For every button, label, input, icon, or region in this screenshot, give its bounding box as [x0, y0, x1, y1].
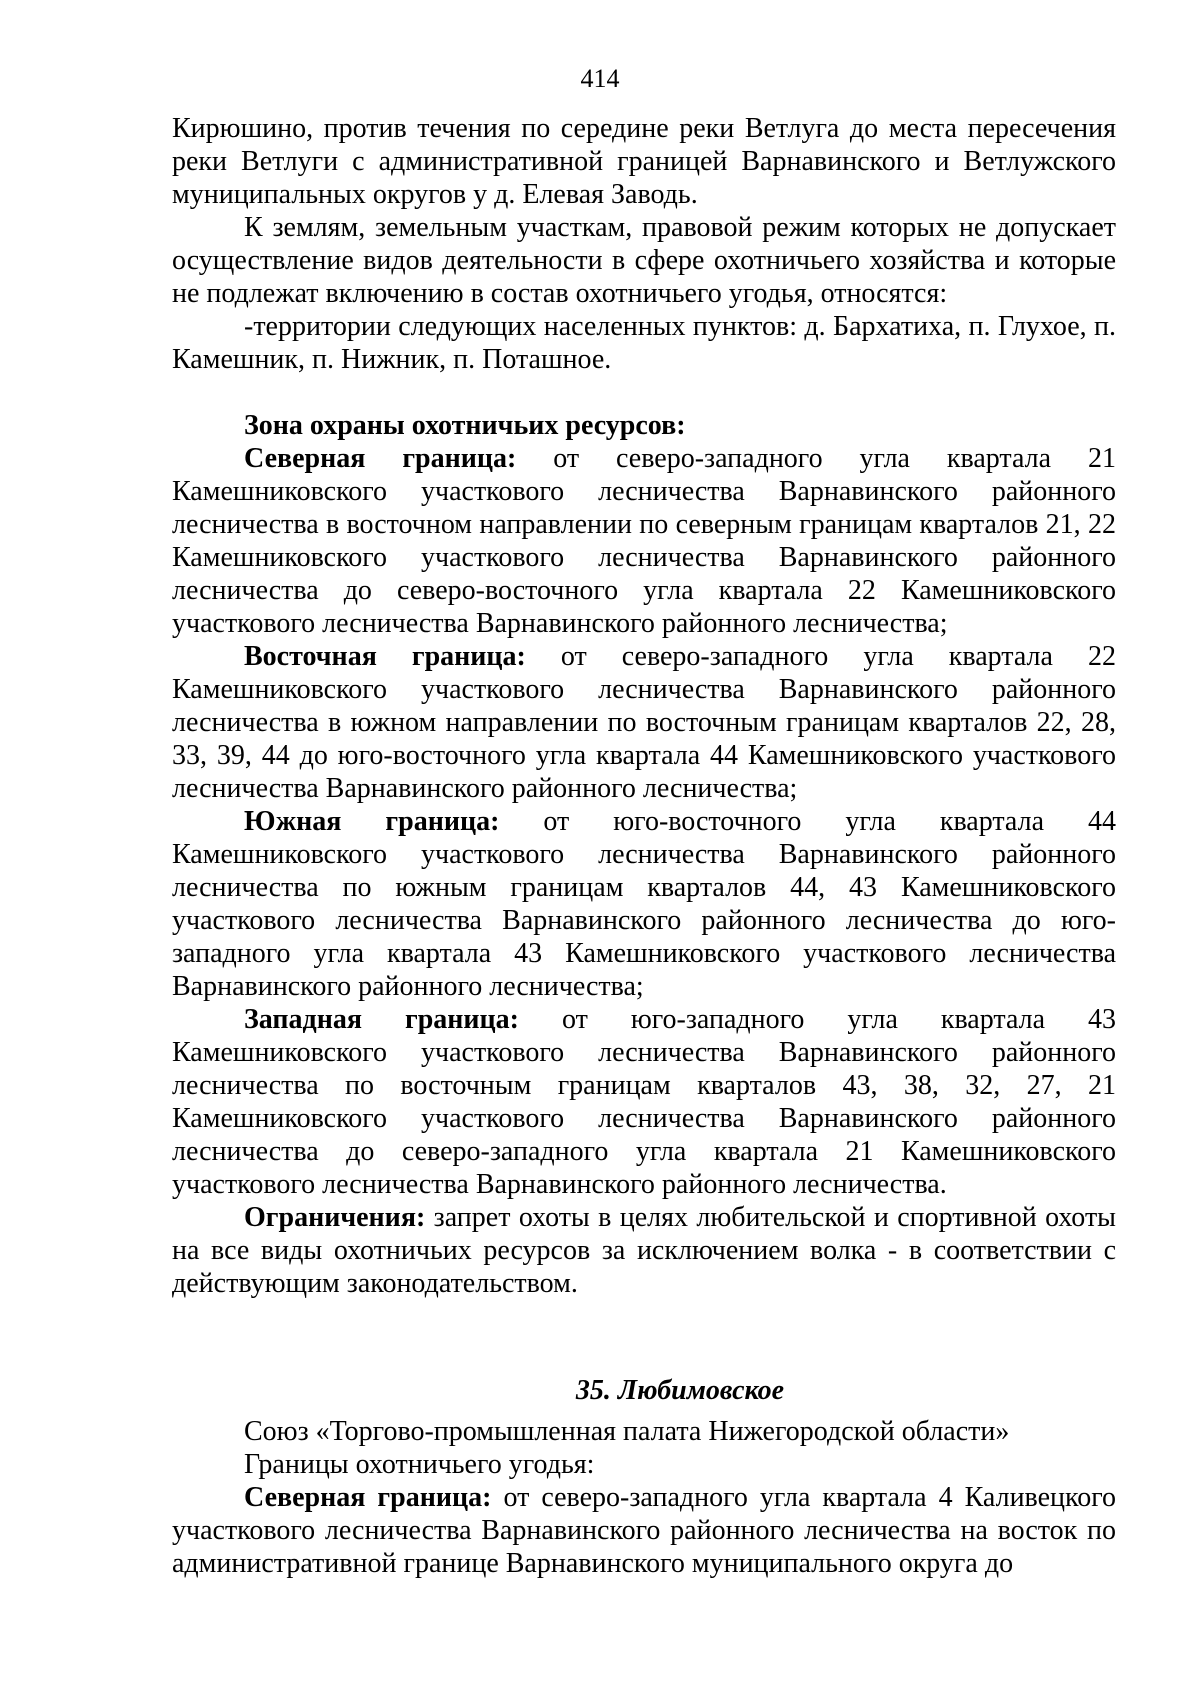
south-border-text: от юго-восточного угла квартала 44 Камешниковского участкового лесничества Варнавинского районного лесничества по южным границам кварталов 44, 43 Камешниковского участкового лесничества Варнавинского районного лесничества до юго-западного угла квартала 43 Камешниковского участкового лесничества Варнавинского районного лесничества; — [172, 806, 1116, 1002]
west-border-label: Западная граница: — [244, 1004, 519, 1035]
north-border-label: Северная граница: — [244, 443, 517, 474]
intro-paragraph-3: -территории следующих населенных пунктов: д. Бархатиха, п. Глухое, п. Камешник, п. Нижник, п. Поташное. — [172, 311, 1116, 375]
intro-paragraph-2: К землям, земельным участкам, правовой режим которых не допускает осуществление видов деятельности в сфере охотничьего хозяйства и которые не подлежат включению в состав охотничьего угодья, относятся: — [172, 212, 1116, 309]
restrictions-label: Ограничения: — [244, 1202, 426, 1233]
section-title: 35. Любимовское — [575, 1375, 785, 1406]
section35-north-border-text: от северо-западного угла квартала 4 Каливецкого участкового лесничества Варнавинского районного лесничества на восток по административной границе Варнавинского муниципального округа до — [172, 1482, 1116, 1579]
restrictions-paragraph — [172, 1201, 1116, 1300]
north-border-text: от северо-западного угла квартала 21 Камешниковского участкового лесничества Варнавинского районного лесничества в восточном направлении по северным границам кварталов 21, 22 Камешниковского участкового лесничества Варнавинского районного лесничества до северо-восточного угла квартала 22 Камешниковского участкового лесничества Варнавинского районного лесничества; — [172, 443, 1116, 639]
intro-paragraph-1: Кирюшино, против течения по середине реки Ветлуга до места пересечения реки Ветлуги с административной границей Варнавинского и Ветлужского муниципальных округов у д. Елевая Заводь. — [172, 113, 1116, 210]
restrictions-text: запрет охоты в целях любительской и спортивной охоты на все виды охотничьих ресурсов за исключением волка - в соответствии с действующим законодательством. — [172, 1202, 1116, 1299]
west-border-paragraph — [172, 1003, 1116, 1201]
east-border-label: Восточная граница: — [244, 641, 526, 672]
south-border-label: Южная граница: — [244, 806, 500, 837]
page-content — [172, 112, 1116, 1580]
north-border-paragraph — [172, 442, 1116, 640]
section35-north-border-paragraph — [172, 1481, 1116, 1580]
west-border-text: от юго-западного угла квартала 43 Камешниковского участкового лесничества Варнавинского районного лесничества по восточным границам кварталов 43, 38, 32, 27, 21 Камешниковского участкового лесничества Варнавинского районного лесничества до северо-западного угла квартала 21 Камешниковского участкового лесничества Варнавинского районного лесничества. — [172, 1004, 1117, 1200]
organization-line: Союз «Торгово-промышленная палата Нижегородской области» — [244, 1416, 1010, 1447]
borders-heading: Границы охотничьего угодья: — [244, 1449, 595, 1480]
protection-zone-heading: Зона охраны охотничьих ресурсов: — [244, 410, 686, 441]
east-border-paragraph — [172, 640, 1116, 805]
east-border-text: от северо-западного угла квартала 22 Камешниковского участкового лесничества Варнавинского районного лесничества в южном направлении по восточным границам кварталов 22, 28, 33, 39, 44 до юго-восточного угла квартала 44 Камешниковского участкового лесничества Варнавинского районного лесничества; — [172, 641, 1116, 804]
south-border-paragraph — [172, 805, 1116, 1003]
page-number: 414 — [580, 64, 620, 93]
section35-north-border-label: Северная граница: — [244, 1482, 492, 1513]
